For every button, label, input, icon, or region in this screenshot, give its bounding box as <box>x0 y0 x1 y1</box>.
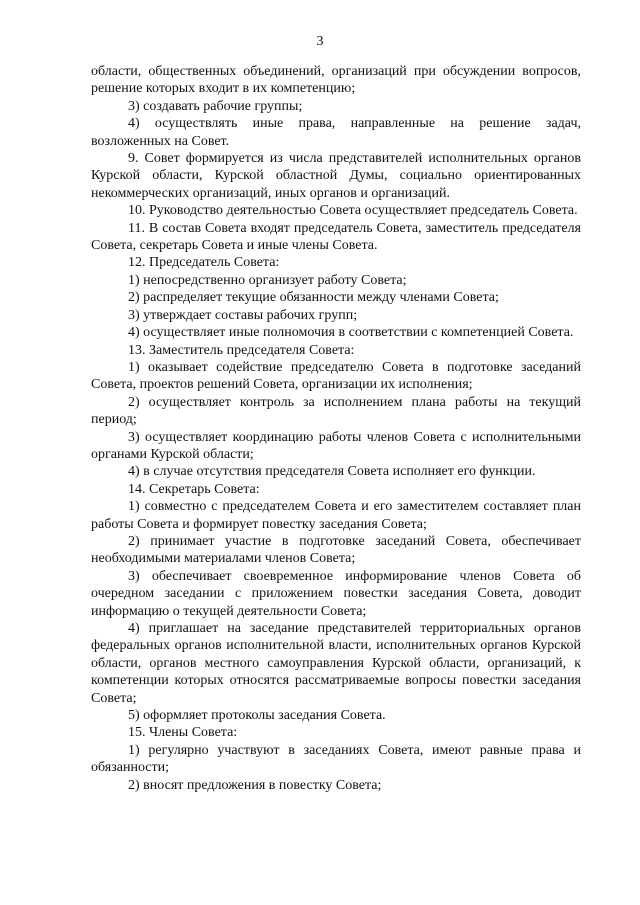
paragraph-item: 3) осуществляет координацию работы членов Совета с исполнительными органами Курской области; <box>91 429 581 462</box>
paragraph-section-15: 15. Члены Совета: <box>128 725 238 741</box>
paragraph-section-14: 14. Секретарь Совета: <box>128 481 260 497</box>
paragraph-item: 4) в случае отсутствия председателя Совета исполняет его функции. <box>128 464 536 480</box>
paragraph-item: 5) оформляет протоколы заседания Совета. <box>128 708 386 724</box>
paragraph-item: 4) приглашает на заседание представителей территориальных органов федеральных органов исполнительной власти, исполнительных органов Курской области, органов местного самоуправления Курской области, организаций, к компетенции которых относятся рассматриваемые вопросы повестки заседания Совета; <box>91 621 581 706</box>
paragraph-section-10: 10. Руководство деятельностью Совета осуществляет председатель Совета. <box>128 203 578 219</box>
page-number: 3 <box>316 34 324 49</box>
paragraph-item: 1) непосредственно организует работу Совета; <box>128 272 407 288</box>
paragraph-continuation: области, общественных объединений, организаций при обсуждении вопросов, решение которых входит в их компетенцию; <box>91 64 581 97</box>
paragraph-item: 3) создавать рабочие группы; <box>128 98 303 114</box>
paragraph-item: 2) распределяет текущие обязанности между членами Совета; <box>128 290 499 306</box>
paragraph-item: 3) обеспечивает своевременное информирование членов Совета об очередном заседании с приложением повестки заседания Совета, доводит информацию о текущей деятельности Совета; <box>91 568 581 619</box>
document-body <box>91 63 581 794</box>
paragraph-item: 2) вносят предложения в повестку Совета; <box>128 777 382 793</box>
paragraph-item: 3) утверждает составы рабочих групп; <box>128 307 358 323</box>
paragraph-section-13: 13. Заместитель председателя Совета: <box>128 342 355 358</box>
paragraph-item: 2) осуществляет контроль за исполнением плана работы на текущий период; <box>91 394 581 428</box>
paragraph-item: 1) регулярно участвуют в заседаниях Совета, имеют равные права и обязанности; <box>91 742 581 776</box>
paragraph-item: 4) осуществлять иные права, направленные на решение задач, возложенных на Совет. <box>91 116 581 149</box>
paragraph-item: 1) совместно с председателем Совета и его заместителем составляет план работы Совета и формирует повестку заседания Совета; <box>91 499 581 532</box>
paragraph-section-11: 11. В состав Совета входят председатель Совета, заместитель председателя Совета, секретарь Совета и иные члены Совета. <box>91 220 581 254</box>
paragraph-item: 1) оказывает содействие председателю Совета в подготовке заседаний Совета, проектов решений Совета, организации их исполнения; <box>91 359 581 393</box>
paragraph-item: 2) принимает участие в подготовке заседаний Совета, обеспечивает необходимыми материалами членов Совета; <box>91 533 581 567</box>
paragraph-item: 4) осуществляет иные полномочия в соответствии с компетенцией Совета. <box>128 325 574 341</box>
paragraph-section-12: 12. Председатель Совета: <box>128 255 280 271</box>
paragraph-section-9: 9. Совет формируется из числа представителей исполнительных органов Курской области, Курской областной Думы, социально ориентированных некоммерческих организаций, иных органов и организаций. <box>91 151 581 201</box>
